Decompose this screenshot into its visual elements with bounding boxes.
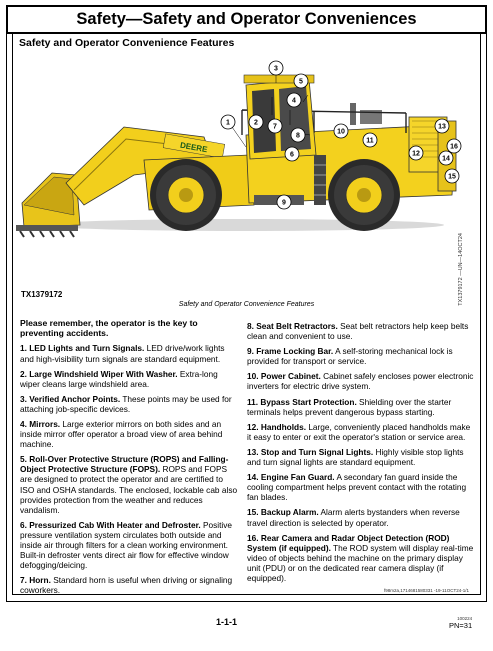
svg-text:5: 5: [299, 78, 303, 86]
feature-text: Shielding over the starter terminals helps prevent dangerous bypass starting.: [247, 396, 452, 417]
feature-heading: 9. Frame Locking Bar.: [247, 346, 334, 357]
feature-text: Standard horn is useful when driving or signaling coworkers.: [20, 575, 233, 596]
reference-code: f98m2a,1714681580331 -19-11OCT24-1/1: [384, 588, 469, 593]
footer-code: 100224: [457, 616, 473, 621]
callout-7: [268, 119, 282, 133]
callout-2: [249, 115, 263, 129]
feature-item: [20, 343, 238, 363]
svg-text:13: 13: [438, 123, 446, 131]
feature-heading: 1. LED Lights and Turn Signals.: [20, 343, 145, 354]
figure-side-code: TX1379172 —UN—14OCT24: [458, 233, 464, 306]
figure-caption: Safety and Operator Convenience Features: [178, 301, 315, 308]
svg-text:11: 11: [366, 137, 374, 145]
feature-heading: 7. Horn.: [20, 575, 51, 586]
feature-item: [247, 371, 476, 391]
callout-15: [445, 169, 459, 183]
feature-heading: 12. Handholds.: [247, 421, 307, 432]
page-number: 1-1-1: [216, 617, 238, 627]
feature-heading: 8. Seat Belt Retractors.: [247, 321, 338, 331]
feature-heading: 3. Verified Anchor Points.: [20, 393, 121, 404]
callout-6: [285, 147, 299, 161]
callout-5: [294, 74, 308, 88]
feature-item: [247, 472, 476, 502]
page-header: [6, 5, 487, 34]
svg-text:2: 2: [254, 119, 258, 127]
svg-text:12: 12: [412, 150, 420, 158]
svg-text:16: 16: [450, 143, 458, 151]
front-wheel: [150, 159, 222, 231]
callout-4: [287, 93, 301, 107]
feature-heading: 6. Pressurized Cab With Heater and Defroster.: [20, 519, 201, 530]
feature-text: A secondary fan guard inside the cooling compartment helps prevent contact with the rotating fan blades.: [247, 472, 467, 503]
feature-item: [20, 575, 238, 595]
feature-item: [20, 520, 238, 570]
svg-text:7: 7: [273, 123, 277, 131]
feature-heading: 11. Bypass Start Protection.: [247, 396, 357, 407]
feature-text: Positive pressure ventilation system circulates both outside and inside air through filters for a clean working environment. Built-in defroster vents direct air flow for effective window defogging/deicing.: [20, 519, 233, 571]
svg-text:10: 10: [337, 128, 345, 136]
rear-wheel: [328, 159, 400, 231]
svg-text:15: 15: [448, 173, 456, 181]
feature-heading: 14. Engine Fan Guard.: [247, 472, 335, 483]
feature-item: [247, 507, 476, 527]
callout-13: [435, 119, 449, 133]
svg-text:4: 4: [292, 97, 296, 105]
svg-text:3: 3: [274, 65, 278, 73]
svg-text:9: 9: [282, 199, 286, 207]
feature-text: Cabinet safely encloses power electronic inverters for electric drive system.: [247, 371, 474, 392]
features-column-right: [247, 321, 476, 588]
callout-9: [277, 195, 291, 209]
svg-text:8: 8: [296, 132, 300, 140]
callout-11: [363, 133, 377, 147]
figure-id: TX1379172: [21, 290, 63, 299]
feature-text: Extra-long wiper cleans large windshield area.: [20, 368, 218, 389]
page-divider: [6, 601, 487, 602]
callout-10: [334, 124, 348, 138]
page-title: Safety—Safety and Operator Conveniences: [76, 10, 417, 28]
feature-item: [20, 394, 238, 414]
svg-text:14: 14: [442, 155, 450, 163]
callout-1: [221, 115, 235, 129]
section-title: Safety and Operator Convenience Features: [19, 37, 235, 49]
feature-text: Large, conveniently placed handholds make it easy to enter or exit the operator's station or service area.: [247, 421, 471, 442]
svg-text:6: 6: [290, 151, 294, 159]
feature-item: [247, 346, 476, 366]
feature-text: LED drive/work lights and high-visibility turn signals are standard equipment.: [20, 343, 225, 364]
feature-item: [247, 533, 476, 583]
feature-text: Seat belt retractors help keep belts clean and convenient to use.: [247, 321, 469, 342]
feature-text: Alarm alerts bystanders when reverse travel direction is selected by operator.: [247, 507, 460, 528]
callout-8: [291, 128, 305, 142]
feature-heading: 13. Stop and Turn Signal Lights.: [247, 446, 374, 457]
feature-text: A self-storing mechanical lock is provided for transport or service.: [247, 346, 453, 367]
feature-heading: 16. Rear Camera and Radar Object Detection (ROD) System (if equipped).: [247, 532, 450, 553]
feature-heading: 10. Power Cabinet.: [247, 371, 321, 382]
feature-heading: 4. Mirrors.: [20, 418, 61, 429]
svg-text:1: 1: [226, 119, 230, 127]
callout-14: [439, 151, 453, 165]
feature-item: [20, 369, 238, 389]
feature-heading: 5. Roll-Over Protective Structure (ROPS) and Falling-Object Protective Structure (FOPS).: [20, 454, 229, 475]
features-column-left: [20, 318, 238, 600]
brand-decal: DEERE: [179, 140, 209, 155]
feature-item: [247, 447, 476, 467]
feature-text: The ROD system will display real-time video of objects behind the machine on the primary display unit (PDU) or on the dedicated rear camera display (if equipped).: [247, 542, 474, 583]
callout-12: [409, 146, 423, 160]
feature-heading: 15. Backup Alarm.: [247, 507, 319, 518]
feature-text: Highly visible stop lights and turn signal lights are standard equipment.: [247, 446, 464, 468]
feature-item: [20, 419, 238, 449]
feature-text: These points may be used for attaching job-specific devices.: [20, 393, 232, 414]
wheel-loader-illustration: [14, 55, 480, 285]
intro-text: Please remember, the operator is the key to preventing accidents.: [20, 318, 198, 339]
feature-item: [247, 397, 476, 417]
footer-meta: [449, 616, 472, 630]
feature-text: ROPS and FOPS are designed to protect the operator and are certified to ISO and OSHA standards. The enclosed, lockable cab also provides protection from the weather and reduces vandalism.: [20, 464, 238, 515]
feature-item: [20, 454, 238, 515]
feature-heading: 2. Large Windshield Wiper With Washer.: [20, 368, 178, 379]
callout-16: [447, 139, 461, 153]
callout-3: [269, 61, 283, 75]
feature-item: [247, 422, 476, 442]
feature-item: [247, 321, 476, 341]
footer-pn: PN=31: [449, 621, 473, 630]
feature-text: Large exterior mirrors on both sides and an inside mirror offer operator a broad view of area behind machine.: [20, 418, 223, 450]
